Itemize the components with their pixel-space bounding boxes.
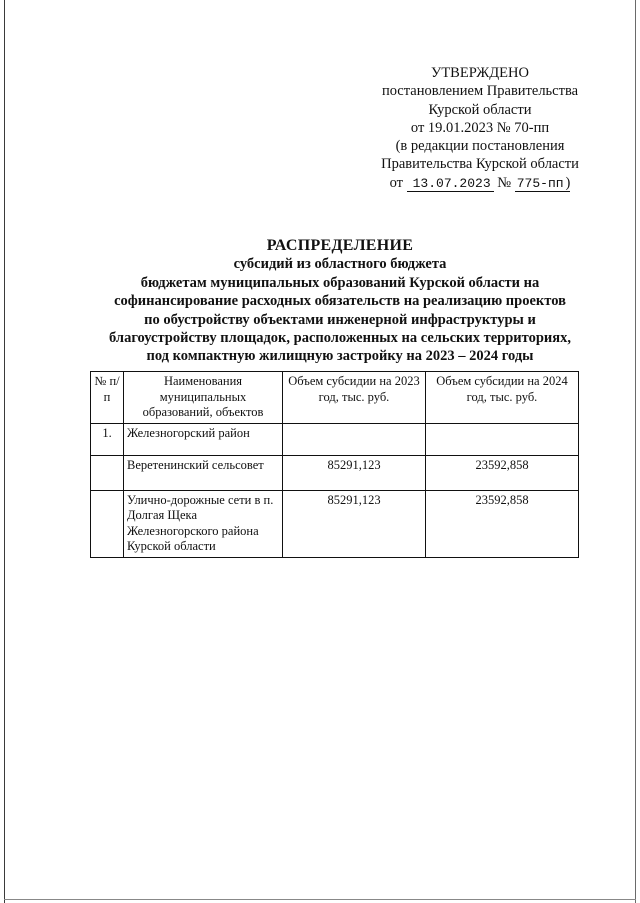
- approval-line: постановлением Правительства: [381, 83, 579, 100]
- row-value-2024: 23592,858: [426, 490, 579, 557]
- row-name: Железногорский район: [124, 423, 283, 455]
- approval-line: (в редакции постановления: [395, 138, 565, 155]
- page-border-bottom: [4, 899, 636, 900]
- close-paren: ): [565, 174, 571, 191]
- document-title: РАСПРЕДЕЛЕНИЕ: [266, 237, 414, 254]
- table-header-row: [91, 372, 579, 424]
- approval-line: Правительства Курской области: [381, 156, 579, 173]
- heading-line: софинансирование расходных обязательств на реализацию проектов: [114, 293, 566, 310]
- approval-prefix: от: [389, 174, 403, 191]
- page-border-left: [4, 0, 5, 903]
- heading-line: бюджетам муниципальных образований Курской области на: [140, 274, 540, 291]
- approval-amendment-line: [355, 174, 605, 192]
- approval-line: Курской области: [428, 101, 532, 118]
- row-value-2023: 85291,123: [283, 455, 426, 490]
- heading-line: под компактную жилищную застройку на 2023 – 2024 годы: [146, 348, 534, 365]
- row-value-2024: [426, 423, 579, 455]
- heading-line: по обустройству объектами инженерной инфраструктуры и: [144, 311, 536, 328]
- row-name: Веретенинский сельсовет: [124, 455, 283, 490]
- subsidy-table: [90, 371, 579, 558]
- row-number: [91, 455, 124, 490]
- header-number: № п/п: [91, 372, 124, 424]
- header-2024: Объем субсидии на 2024 год, тыс. руб.: [426, 372, 579, 424]
- row-name: Улично-дорожные сети в п. Долгая Щека Железногорского района Курской области: [124, 490, 283, 557]
- document-heading: [90, 237, 590, 366]
- number-sign: №: [497, 174, 512, 191]
- row-number: [91, 490, 124, 557]
- row-value-2023: 85291,123: [283, 490, 426, 557]
- table-row: [91, 455, 579, 490]
- heading-line: субсидий из областного бюджета: [233, 256, 447, 273]
- row-value-2023: [283, 423, 426, 455]
- approval-heading: УТВЕРЖДЕНО: [431, 65, 529, 81]
- amendment-date: 13.07.2023: [407, 176, 494, 192]
- header-name: Наименования муниципальных образований, объектов: [124, 372, 283, 424]
- amendment-number: 775-пп: [516, 175, 564, 191]
- table-row: [91, 423, 579, 455]
- approval-line: от 19.01.2023 № 70-пп: [410, 119, 550, 136]
- approval-stamp: [355, 64, 605, 192]
- table-row: [91, 490, 579, 557]
- header-2023: Объем субсидии на 2023 год, тыс. руб.: [283, 372, 426, 424]
- row-value-2024: 23592,858: [426, 455, 579, 490]
- row-number: 1.: [91, 423, 124, 455]
- page-border-right: [635, 0, 636, 903]
- heading-line: благоустройству площадок, расположенных на сельских территориях,: [109, 330, 571, 347]
